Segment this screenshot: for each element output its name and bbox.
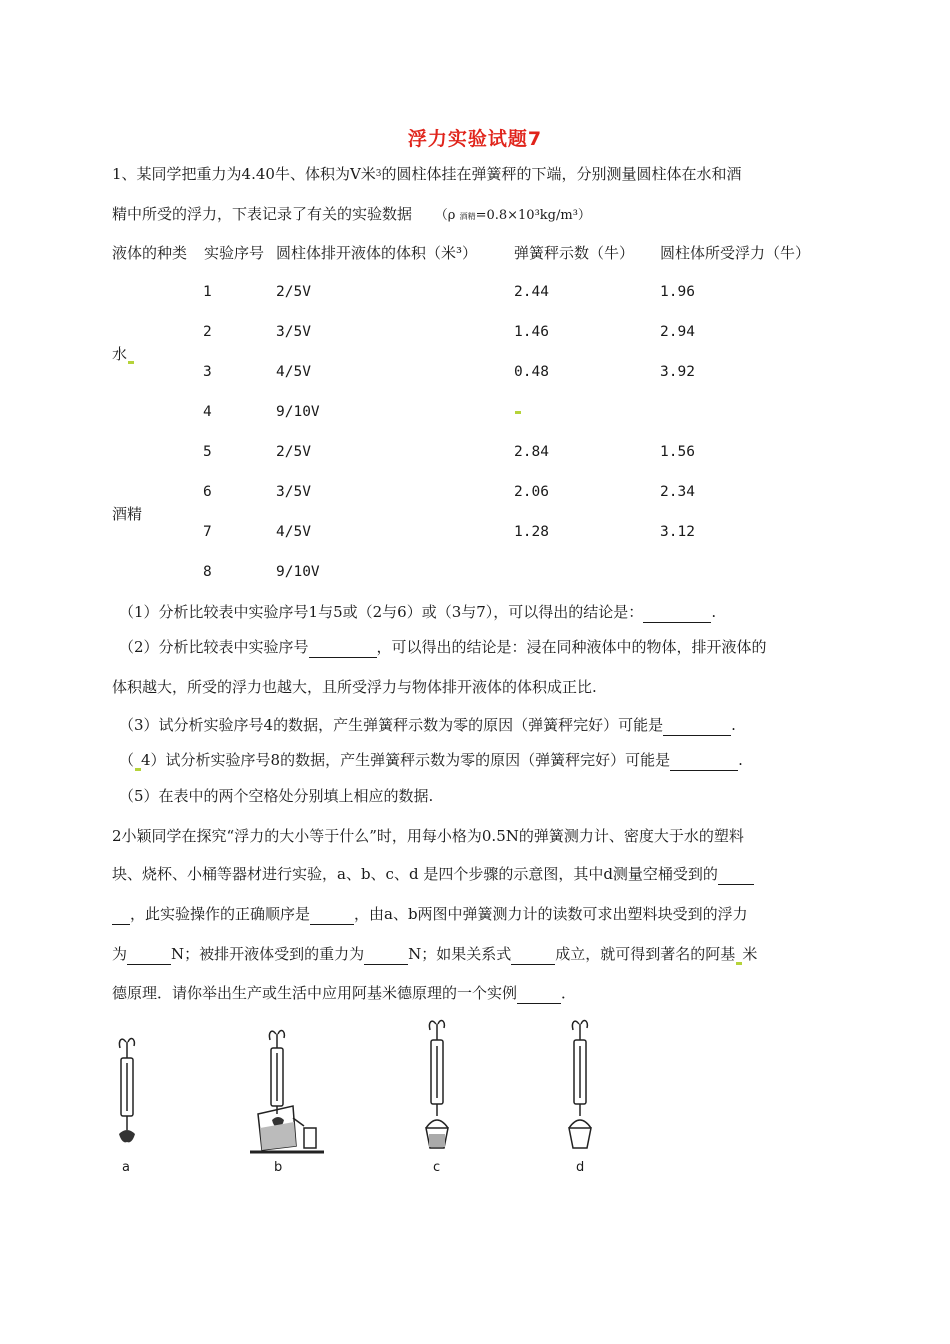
figure-c-bucket-with-water [412,1018,472,1158]
q1-sub3: （3）试分析实验序号4的数据，产生弹簧秤示数为零的原因（弹簧秤完好）可能是 . [119,716,736,734]
q1-sub1: （1）分析比较表中实验序号1与5或（2与6）或（3与7），可以得出的结论是： . [119,603,717,621]
table-cell-buoyancy: 3.92 [660,364,695,380]
highlight-mark [515,411,521,414]
q1-sub2-cont: 体积越大，所受的浮力也越大，且所受浮力与物体排开液体的体积成正比. [112,678,597,696]
figure-label-c: c [433,1160,441,1175]
q2-line5: 德原理．请你举出生产或生活中应用阿基米德原理的一个实例 ． [112,984,577,1002]
q1-intro-line1: 1、某同学把重力为4.40牛、体积为V米$^3$的圆柱体挂在弹簧秤的下端，分别测量圆柱体在水和酒 [112,165,742,183]
table-cell-buoyancy: 2.94 [660,324,695,340]
table-cell-seq: 8 [203,564,212,580]
table-cell-reading: 2.06 [514,484,549,500]
figure-b-beaker-overflow [248,1018,328,1158]
table-cell-reading: 2.44 [514,284,549,300]
table-cell-reading: 1.46 [514,324,549,340]
figure-label-d: d [576,1160,585,1175]
q2-line4: 为 N；被排开液体受到的重力为 N；如果关系式 成立，就可得到著名的阿基 米 [112,945,758,963]
table-cell-seq: 4 [203,404,212,420]
answer-blank[interactable] [663,715,731,736]
table-cell-reading: 0.48 [514,364,549,380]
liquid-water: 水 [112,343,134,364]
header-reading: 弹簧秤示数（牛） [514,244,635,262]
table-cell-volume: 3/5V [276,324,311,340]
table-cell-buoyancy: 3.12 [660,524,695,540]
figure-d-empty-bucket [555,1018,615,1158]
page-title: 浮力实验试题7 [407,128,543,150]
q2-line2: 块、烧杯、小桶等器材进行实验，a、b、c、d 是四个步骤的示意图，其中d测量空桶受到的 [112,864,754,885]
answer-blank[interactable] [364,944,408,965]
table-cell-seq: 1 [203,284,212,300]
answer-blank[interactable] [643,602,711,623]
highlight-mark [128,361,134,364]
table-cell-reading: 2.84 [514,444,549,460]
table-cell-volume: 2/5V [276,284,311,300]
table-cell-volume: 4/5V [276,364,311,380]
header-liquid: 液体的种类 [112,244,188,262]
answer-blank[interactable] [127,944,171,965]
alcohol-density-formula: （ρ 酒精=0.8×10³kg/m³） [434,208,591,223]
figure-label-a: a [122,1160,130,1175]
figure-label-b: b [274,1160,283,1175]
q2-line1: 2小颖同学在探究“浮力的大小等于什么”时，用每小格为0.5N的弹簧测力计、密度大于水的塑料 [112,827,744,845]
table-cell-seq: 7 [203,524,212,540]
table-cell-volume: 3/5V [276,484,311,500]
table-cell-seq: 5 [203,444,212,460]
answer-blank[interactable] [670,750,738,771]
table-cell-buoyancy: 1.96 [660,284,695,300]
answer-blank[interactable] [718,864,754,885]
answer-blank[interactable] [309,637,377,658]
table-cell-volume: 9/10V [276,404,320,420]
q1-sub4: （ 4）试分析实验序号8的数据，产生弹簧秤示数为零的原因（弹簧秤完好）可能是 . [119,751,743,769]
answer-blank[interactable] [517,983,561,1004]
liquid-alcohol: 酒精 [112,505,143,523]
table-cell-volume: 4/5V [276,524,311,540]
table-cell-buoyancy: 2.34 [660,484,695,500]
table-cell-reading-blank [514,398,521,414]
answer-blank[interactable] [511,944,555,965]
table-cell-seq: 2 [203,324,212,340]
table-cell-reading: 1.28 [514,524,549,540]
table-cell-seq: 6 [203,484,212,500]
answer-blank[interactable] [310,904,354,925]
figure-a-spring-scale-object [100,1018,160,1158]
header-buoyancy: 圆柱体所受浮力（牛） [660,244,811,262]
table-cell-seq: 3 [203,364,212,380]
answer-blank[interactable] [112,904,130,925]
table-cell-volume: 2/5V [276,444,311,460]
table-cell-buoyancy: 1.56 [660,444,695,460]
header-volume: 圆柱体排开液体的体积（米³） [276,244,478,262]
q1-intro-line2: 精中所受的浮力，下表记录了有关的实验数据 （ρ 酒精=0.8×10³kg/m³） [112,205,591,223]
q2-line3: ，此实验操作的正确顺序是 ，由a、b两图中弹簧测力计的读数可求出塑料块受到的浮力 [112,904,748,925]
q1-sub5: （5）在表中的两个空格处分别填上相应的数据. [119,787,434,805]
q1-sub2: （2）分析比较表中实验序号 ，可以得出的结论是：浸在同种液体中的物体，排开液体的 [119,638,767,656]
table-cell-volume: 9/10V [276,564,320,580]
header-seq: 实验序号 [204,244,265,262]
